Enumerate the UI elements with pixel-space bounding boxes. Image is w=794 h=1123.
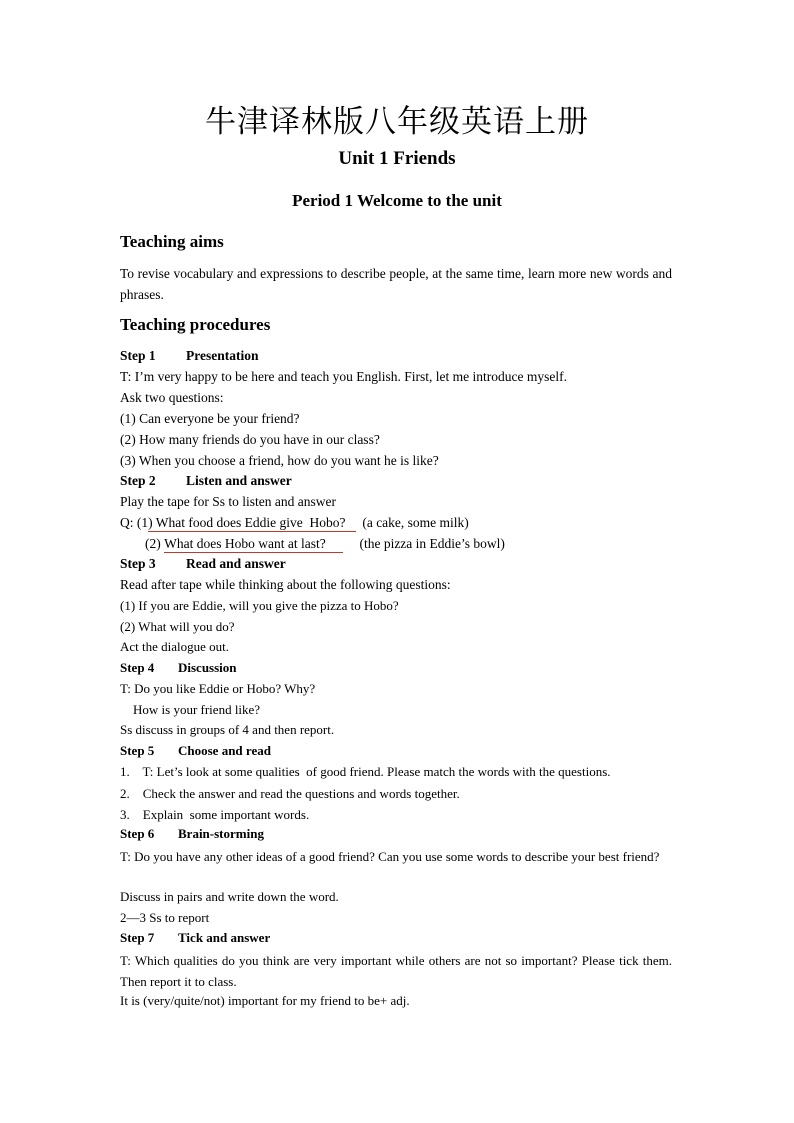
step-5-line: 1. T: Let’s look at some qualities of good friend. Please match the words with the questions. [120, 764, 611, 779]
question-text: ) What food does Eddie give Hobo? [148, 515, 356, 530]
step-7-heading [120, 930, 270, 946]
step-number: Step 2 [120, 473, 156, 488]
step-1-line: T: I’m very happy to be here and teach you English. First, let me introduce myself. [120, 369, 567, 384]
unit-title: Unit 1 Friends [338, 148, 456, 169]
step-1-line: Ask two questions: [120, 390, 224, 405]
step-4-heading [120, 660, 237, 676]
step-2-question-2 [145, 536, 505, 553]
teaching-aims-heading: Teaching aims [120, 232, 224, 251]
step-3-line: (2) What will you do? [120, 619, 235, 634]
step-number: Step 7 [120, 930, 155, 945]
question-answer: (the pizza in Eddie’s bowl) [359, 536, 505, 551]
step-1-heading [120, 348, 259, 364]
period-title: Period 1 Welcome to the unit [292, 191, 502, 210]
step-3-line: Act the dialogue out. [120, 639, 230, 654]
step-number: Step 1 [120, 348, 156, 363]
step-number: Step 4 [120, 660, 155, 675]
step-title: Brain-storming [178, 826, 264, 841]
step-6-heading [120, 826, 264, 842]
step-3-line: Read after tape while thinking about the following questions: [120, 577, 451, 592]
step-1-line: (3) When you choose a friend, how do you want he is like? [120, 453, 439, 468]
document-title: 牛津译林版八年级英语上册 [205, 104, 589, 140]
step-title: Choose and read [178, 743, 271, 758]
step-2-line: Play the tape for Ss to listen and answer [120, 494, 336, 509]
step-7-line: It is (very/quite/not) important for my friend to be+ adj. [120, 993, 410, 1008]
step-6-line: Discuss in pairs and write down the word. [120, 889, 339, 904]
question-text: What does Hobo want at last? [164, 536, 343, 551]
step-number: Step 6 [120, 826, 155, 841]
step-number: Step 3 [120, 556, 156, 571]
step-5-line: 3. Explain some important words. [120, 807, 310, 822]
question-answer: (a cake, some milk) [362, 515, 469, 530]
step-6-paragraph: T: Do you have any other ideas of a good friend? Can you use some words to describe your best friend? [120, 849, 660, 864]
step-6-line: 2—3 Ss to report [120, 910, 210, 925]
question-prefix: (2) [145, 536, 165, 551]
step-title: Listen and answer [186, 473, 292, 488]
question-prefix: Q: (1 [120, 515, 149, 530]
step-4-line: Ss discuss in groups of 4 and then report. [120, 722, 335, 737]
step-title: Read and answer [186, 556, 286, 571]
step-1-line: (2) How many friends do you have in our class? [120, 432, 380, 447]
step-title: Presentation [186, 348, 259, 363]
teaching-aims-text: To revise vocabulary and expressions to describe people, at the same time, learn more new words and phrases. [120, 266, 672, 302]
step-3-line: (1) If you are Eddie, will you give the pizza to Hobo? [120, 598, 399, 613]
step-1-line: (1) Can everyone be your friend? [120, 411, 300, 426]
step-5-line: 2. Check the answer and read the questions and words together. [120, 786, 460, 801]
step-4-line: How is your friend like? [120, 702, 261, 717]
step-title: Discussion [178, 660, 237, 675]
step-3-heading [120, 556, 286, 572]
step-title: Tick and answer [178, 930, 271, 945]
teaching-procedures-heading: Teaching procedures [120, 315, 271, 334]
step-7-paragraph: T: Which qualities do you think are very important while others are not so important? Please tick them. Then report it to class. [120, 953, 672, 989]
step-2-heading [120, 473, 292, 489]
step-4-line: T: Do you like Eddie or Hobo? Why? [120, 681, 316, 696]
step-5-heading [120, 743, 271, 759]
step-2-question-1 [120, 515, 469, 532]
step-number: Step 5 [120, 743, 155, 758]
